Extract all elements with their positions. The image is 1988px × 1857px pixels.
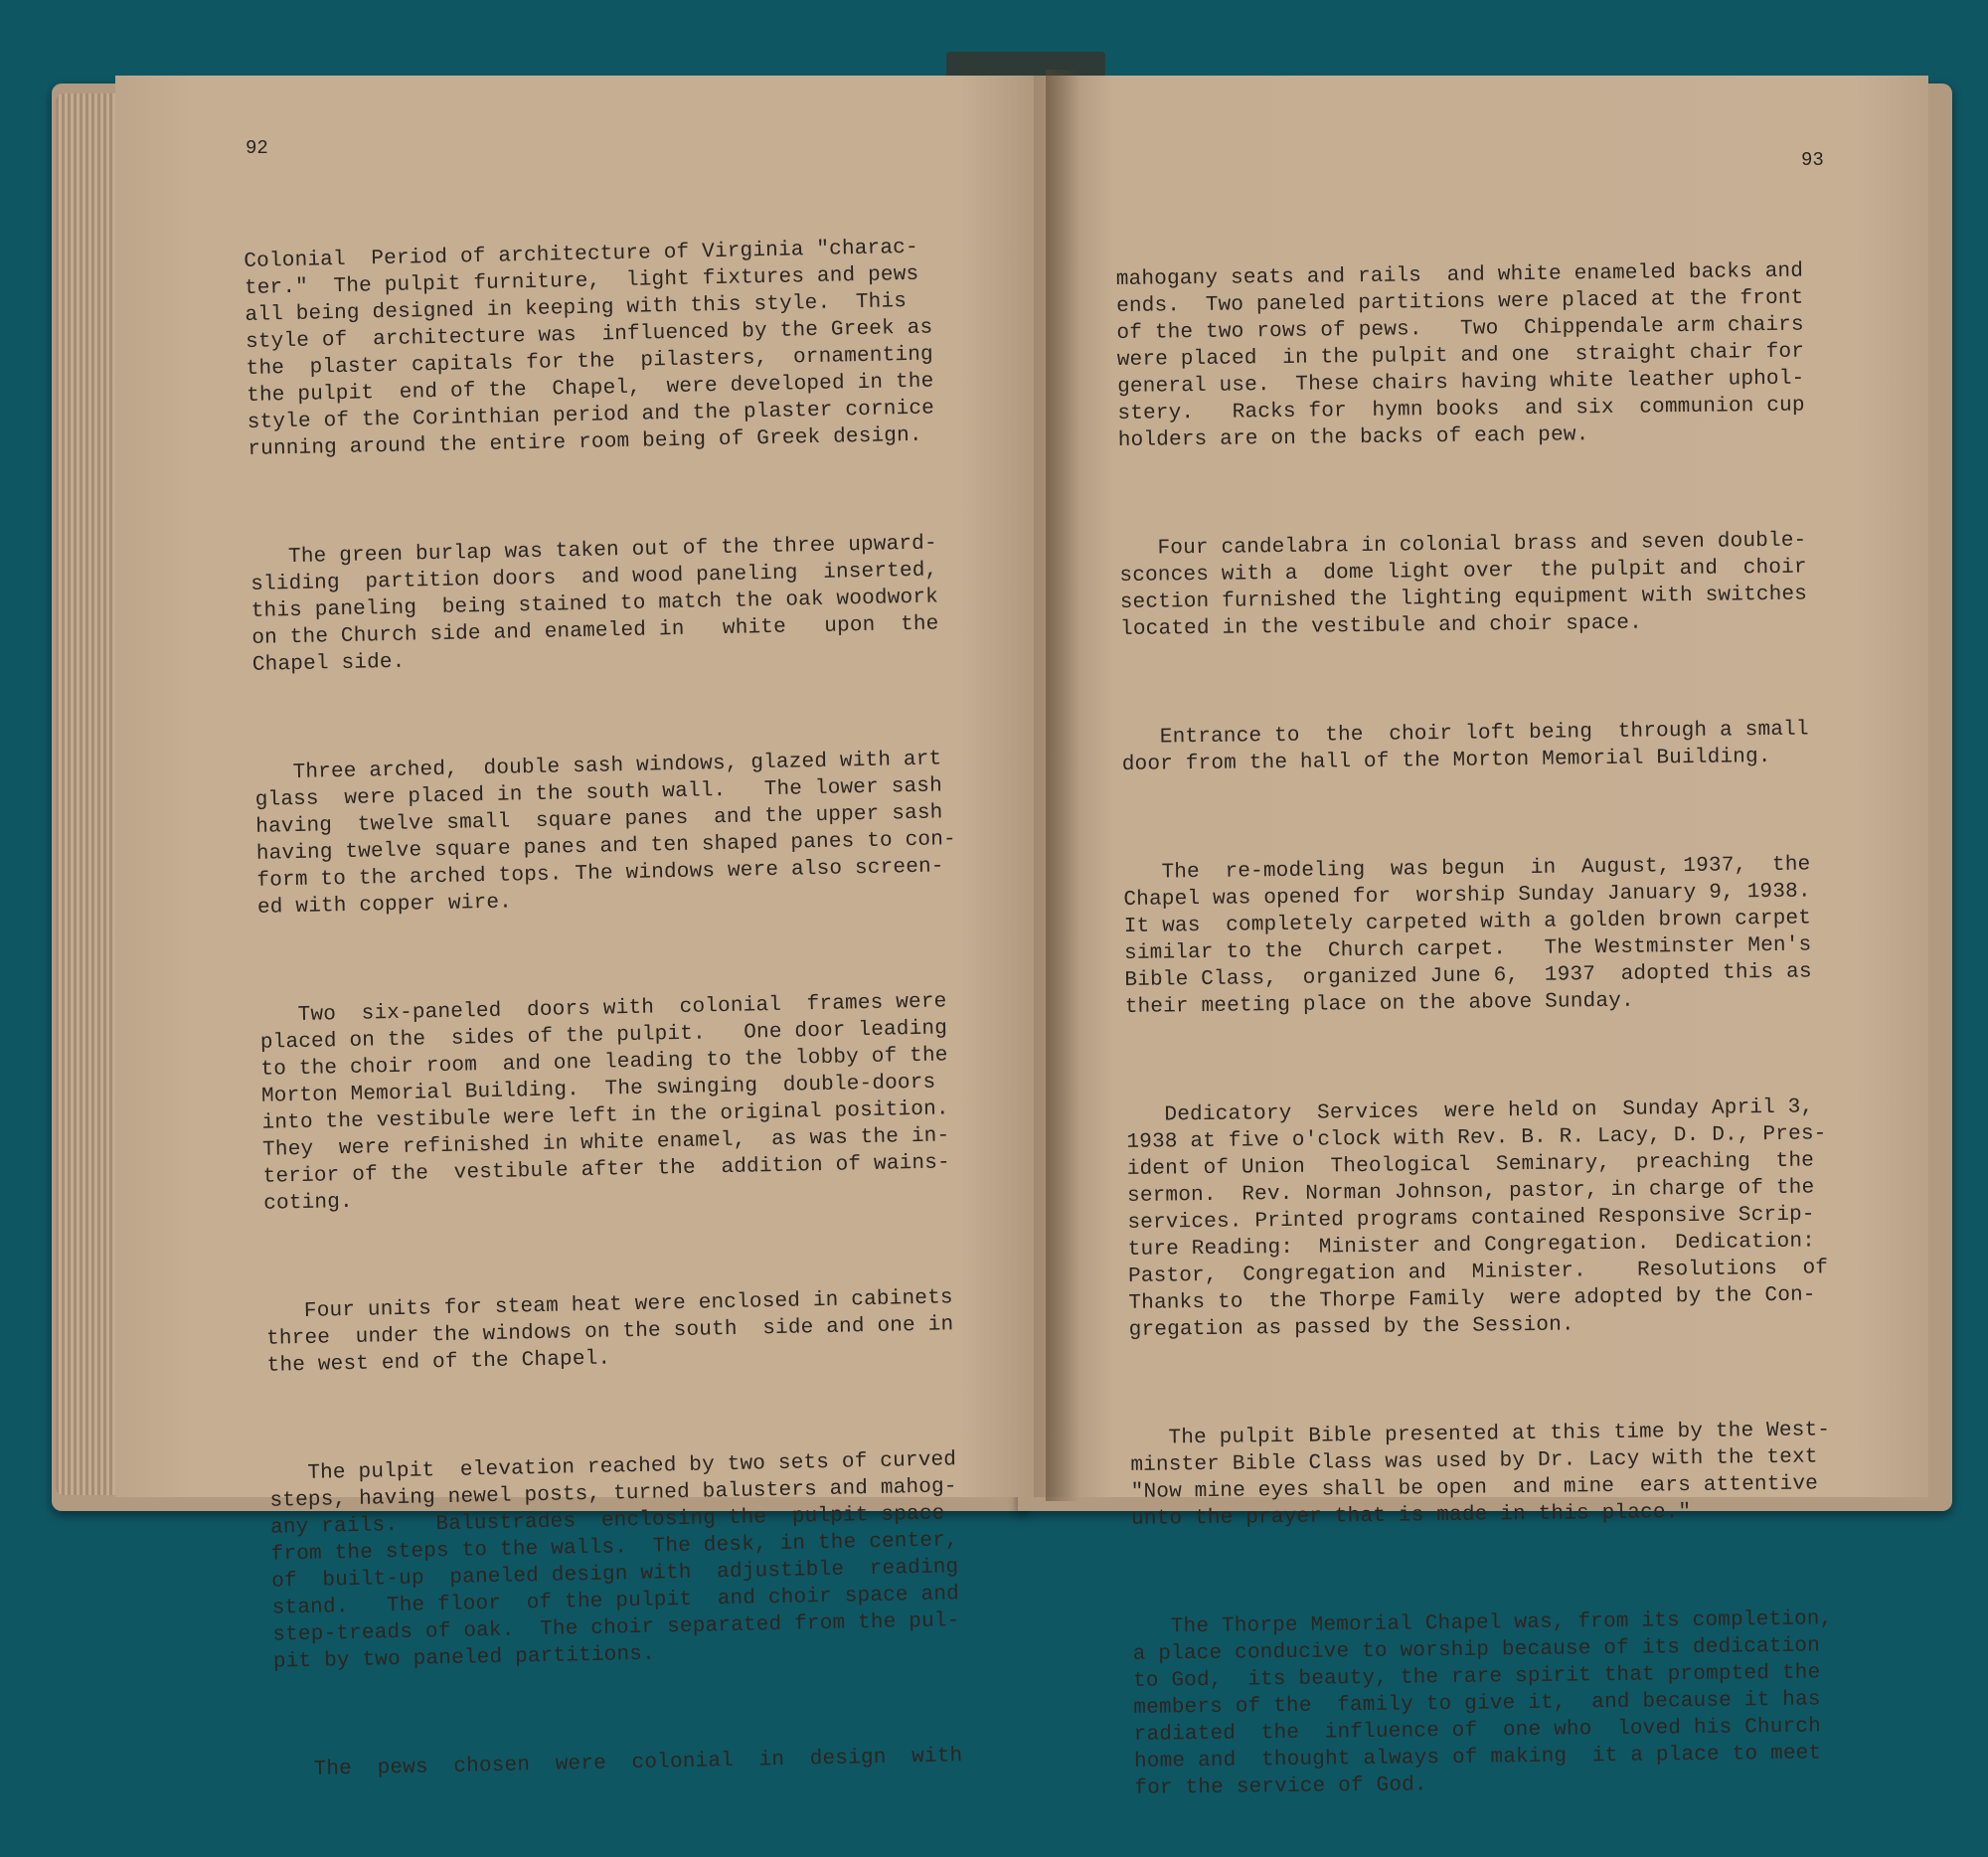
paragraph: Four units for steam heat were enclosed in cabinets three under the windows on the south side and one in the west end of the Chapel. — [265, 1286, 954, 1378]
paragraph: Three arched, double sash windows, glazed with art glass were placed in the south wall. The lower sash having twelve small square panes and the upper sash having twelve square panes and ten shaped panes to con- form to the arched tops. The windows were also screen- ed with copper wire. — [253, 748, 957, 920]
paragraph: The pulpit elevation reached by two sets of curved steps, having newel posts, turned balusters and mahog- any rails. Balustrades enclosing the pulpit space from the steps to the walls. The desk, in the center, of built-up paneled design with adjustible reading stand. The floor of the pulpit and choir space and step-treads of oak. The choir separated from the pul- pit by two paneled partitions. — [268, 1448, 960, 1674]
paragraph: The Thorpe Memorial Chapel was, from its completion, a place conducive to worship because of its dedication to God, its beauty, the rare spirit that prompted the members of the family to give it, and because it has radiated the influence of one who loved his Church home and thought always of making it a place to meet for the service of God. — [1132, 1607, 1833, 1800]
paragraph: Four candelabra in colonial brass and seven double- sconces with a dome light over the pulpit and choir section furnished the lighting equipment with switches located in the vestibule and choir space. — [1118, 529, 1808, 641]
book-spine — [946, 52, 1105, 78]
book-gutter — [1046, 70, 1079, 1501]
right-page-number: 93 — [1801, 149, 1824, 171]
paragraph: The green burlap was taken out of the three upward- sliding partition doors and wood paneling inserted, this paneling being stained to match the oak woodwork on the Church side and enameled in white upon the Chapel side. — [249, 532, 939, 677]
right-page-text — [1115, 204, 1835, 1856]
paragraph: Dedicatory Services were held on Sunday April 3, 1938 at five o'clock with Rev. B. R. Lacy, D. D., Pres- ident of Union Theological Seminary, preaching the sermon. Rev. Norman Johnson, pastor, in charge of the services. Printed programs contained Responsive Scrip- ture Reading: Minister and Congregation. Dedication: Pastor, Congregation and Minister. Resolutions of Thanks to the Thorpe Family were adopted by the Con- gregation as passed by the Session. — [1125, 1096, 1829, 1342]
paragraph: The re-modeling was begun in August, 1937, the Chapel was opened for worship Sunday January 9, 1938. It was completely carpeted with a golden brown carpet similar to the Church carpet. The Westminster Men's Bible Class, organized June 6, 1937 adopted this as their meeting place on the above Sunday. — [1122, 853, 1812, 1019]
page-edges — [56, 93, 121, 1495]
left-page-number: 92 — [246, 137, 268, 159]
paragraph: The pews chosen were colonial in design with — [274, 1745, 963, 1782]
paragraph: Colonial Period of architecture of Virginia "charac- ter." The pulpit furniture, light fixtures and pews all being designed in keeping with this style. This style of architecture was influenced by the Greek as the plaster capitals for the pilasters, ornamenting the pulpit end of the Chapel, were developed in the style of the Corinthian period and the plaster cornice running around the entire room being of Greek design. — [244, 236, 935, 461]
paragraph: mahogany seats and rails and white enameled backs and ends. Two paneled partitions were placed at the front of the two rows of pews. Two Chippendale arm chairs were placed in the pulpit and one straight chair for general use. These chairs having white leather uphol- stery. Racks for hymn books and six communion cup holders are on the backs of each pew. — [1115, 259, 1805, 452]
paragraph: Entrance to the choir loft being through a small door from the hall of the Morton Memorial Building. — [1121, 718, 1809, 776]
paragraph: Two six-paneled doors with colonial frames were placed on the sides of the pulpit. One door leading to the choir room and one leading to the lobby of the Morton Memorial Building. The swinging double-doors into the vestibule were left in the original position. They were refinished in white enamel, as was the in- terior of the vestibule after the addition of wains- coting. — [259, 990, 951, 1216]
left-page-text — [243, 180, 977, 1838]
paragraph: The pulpit Bible presented at this time by the West- minster Bible Class was used by Dr. Lacy with the text "Now mine eyes shall be open and mine ears attentive unto the prayer that is made in this place." — [1129, 1419, 1831, 1531]
